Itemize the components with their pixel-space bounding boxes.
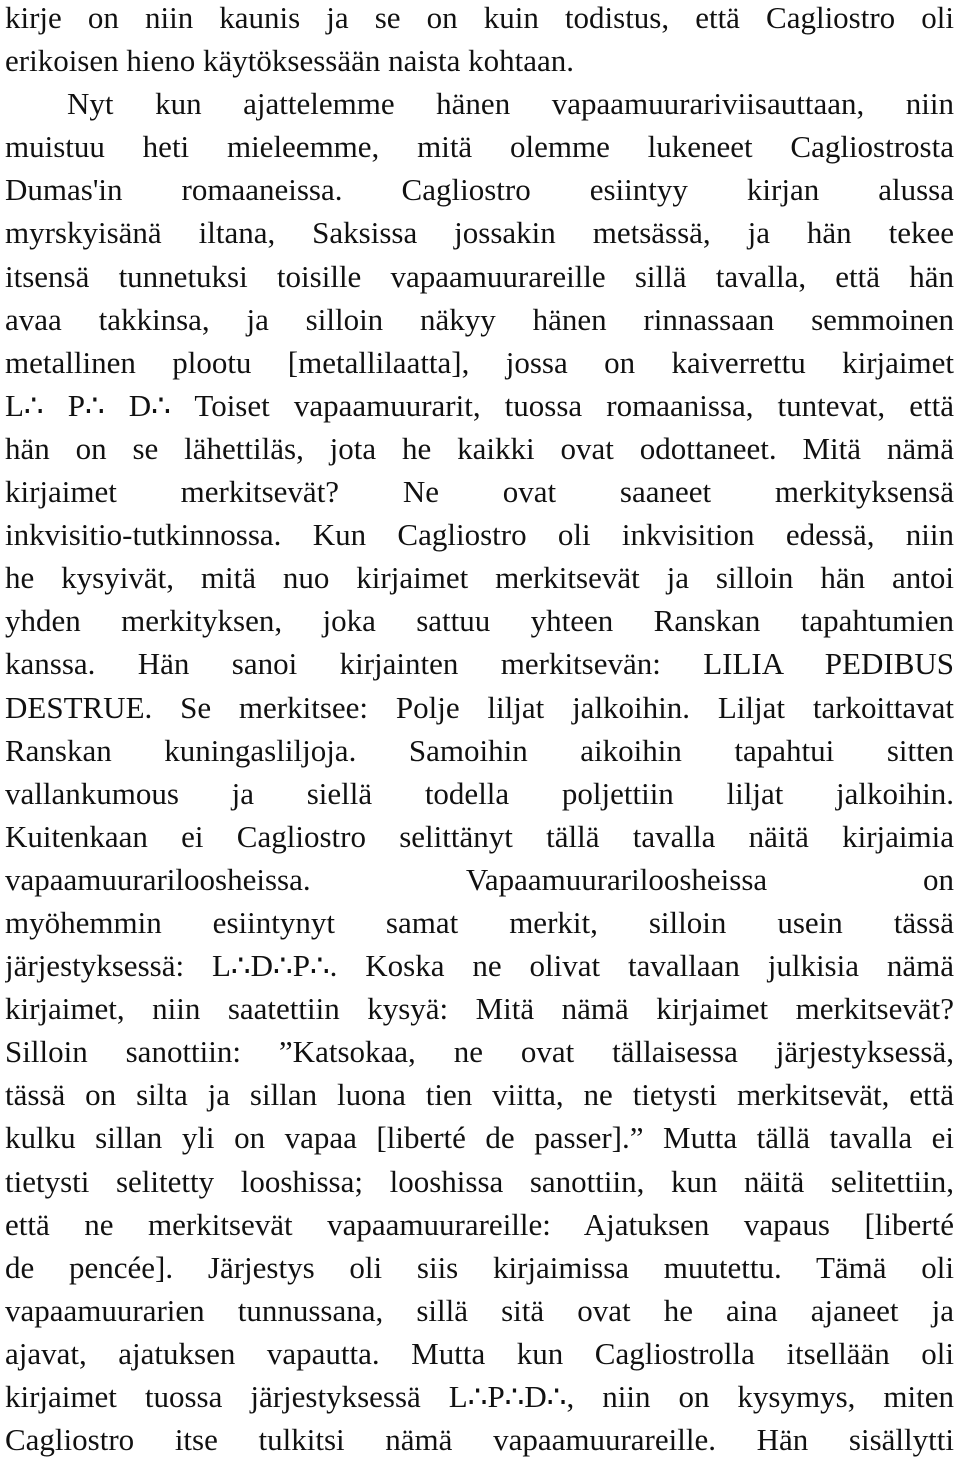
text-line: myöhemmin esiintynyt samat merkit, silloin usein tässä [5,904,954,940]
text-line: Dumas'in romaaneissa. Cagliostro esiintyy kirjan alussa [5,172,954,208]
text-line: erikoisen hieno käytöksessään naista kohtaan. [5,43,575,79]
text-line: Silloin sanottiin: ”Katsokaa, ne ovat tällaisessa järjestyksessä, [5,1034,954,1070]
text-line: Cagliostro itse tulkitsi nämä vapaamuurareille. Hän sisällytti [5,1422,954,1458]
text-line: kirjaimet tuossa järjestyksessä L∴P∴D∴, niin on kysymys, miten [5,1379,954,1414]
text-line: myrskyisänä iltana, Saksissa jossakin metsässä, ja hän tekee [5,215,954,251]
text-line: kirjaimet, niin saatettiin kysyä: Mitä nämä kirjaimet merkitsevät? [5,991,954,1027]
text-line: Ranskan kuningasliljoja. Samoihin aikoihin tapahtui sitten [5,732,954,768]
text-line: kulku sillan yli on vapaa [liberté de passer].” Mutta tällä tavalla ei [5,1120,954,1156]
text-line: avaa takkinsa, ja silloin näkyy hänen rinnassaan semmoinen [5,301,954,337]
text-line: itsensä tunnetuksi toisille vapaamuurareille sillä tavalla, että hän [5,258,954,294]
text-line: muistuu heti mieleemme, mitä olemme lukeneet Cagliostrosta [5,129,954,165]
text-line: Nyt kun ajattelemme hänen vapaamuurariviisauttaan, niin [67,86,954,122]
text-line: metallinen plootu [metallilaatta], jossa on kaiverrettu kirjaimet [5,344,954,380]
text-line: kirjaimet merkitsevät? Ne ovat saaneet merkityksensä [5,474,954,510]
text-line: hän on se lähettiläs, jota he kaikki ovat odottaneet. Mitä nämä [5,430,954,466]
text-line: kirje on niin kaunis ja se on kuin todistus, että Cagliostro oli [5,0,954,35]
text-line: yhden merkityksen, joka sattuu yhteen Ranskan tapahtumien [5,603,954,639]
text-line: L∴ P∴ D∴ Toiset vapaamuurarit, tuossa romaanissa, tuntevat, että [5,387,954,423]
text-line: vapaamuurariloosheissa. Vapaamuurariloosheissa on [5,861,954,897]
text-line: de pencée]. Järjestys oli siis kirjaimissa muutettu. Tämä oli [5,1249,954,1285]
text-line: DESTRUE. Se merkitsee: Polje liljat jalkoihin. Liljat tarkoittavat [5,689,954,725]
text-line: inkvisitio-tutkinnossa. Kun Cagliostro oli inkvisition edessä, niin [5,517,954,553]
document-page [5,0,954,1461]
text-line: ajavat, ajatuksen vapautta. Mutta kun Cagliostrolla itsellään oli [5,1335,954,1371]
text-line: vapaamuurarien tunnussana, sillä sitä ovat he aina ajaneet ja [5,1292,954,1328]
text-line: tietysti selitetty looshissa; looshissa sanottiin, kun näitä selitettiin, [5,1163,954,1199]
text-line: että ne merkitsevät vapaamuurareille: Ajatuksen vapaus [liberté [5,1206,954,1242]
text-line: järjestyksessä: L∴D∴P∴. Koska ne olivat tavallaan julkisia nämä [5,948,954,984]
text-line: kanssa. Hän sanoi kirjainten merkitsevän: LILIA PEDIBUS [5,646,954,682]
text-line: tässä on silta ja sillan luona tien viitta, ne tietysti merkitsevät, että [5,1077,954,1113]
text-line: Kuitenkaan ei Cagliostro selittänyt tällä tavalla näitä kirjaimia [5,818,954,854]
text-line: vallankumous ja siellä todella poljettiin liljat jalkoihin. [5,775,954,811]
text-line: he kysyivät, mitä nuo kirjaimet merkitsevät ja silloin hän antoi [5,560,954,596]
